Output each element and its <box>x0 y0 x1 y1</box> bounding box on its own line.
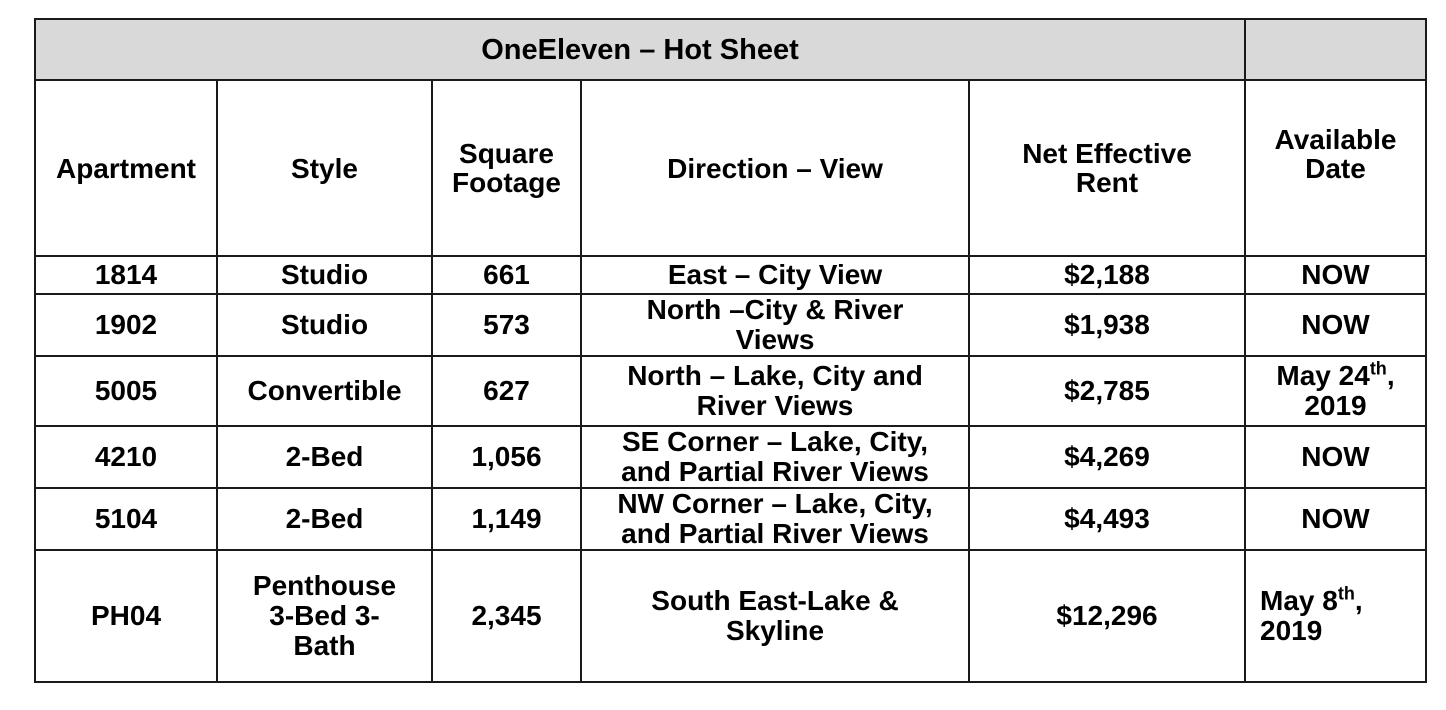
net-effective-rent-cell-text: $2,188 <box>1064 259 1150 290</box>
style-cell <box>217 294 432 356</box>
apartment-cell <box>35 256 217 294</box>
available-date-day: May 8 <box>1260 585 1338 616</box>
apartment-cell-text: 4210 <box>94 441 158 472</box>
direction-view-cell-text: North –City & River Views <box>646 294 904 355</box>
title-row <box>35 19 1426 80</box>
available-date-text <box>1250 504 1421 534</box>
direction-view-cell <box>581 294 969 356</box>
direction-view-cell-text: South East-Lake & Skyline <box>651 585 899 646</box>
direction-view-cell <box>581 256 969 294</box>
net-effective-rent-cell-text: $12,296 <box>1056 600 1158 631</box>
square-footage-cell <box>432 488 581 550</box>
net-effective-rent-cell <box>969 488 1245 550</box>
net-effective-rent-cell <box>969 294 1245 356</box>
square-footage-cell <box>432 356 581 426</box>
header-row <box>35 80 1426 256</box>
available-date-value: NOW <box>1301 309 1370 340</box>
available-date-text <box>1250 260 1421 290</box>
available-date-cell <box>1245 426 1426 488</box>
style-cell <box>217 488 432 550</box>
net-effective-rent-cell <box>969 356 1245 426</box>
header-square-footage-label: Square Footage <box>452 138 561 198</box>
style-cell-text: Studio <box>280 259 369 290</box>
style-cell-text: 2-Bed <box>285 503 364 534</box>
available-date-value: NOW <box>1301 503 1370 534</box>
square-footage-cell-text: 661 <box>483 259 530 290</box>
style-cell-text: Studio <box>280 309 369 340</box>
style-cell <box>217 426 432 488</box>
table-row <box>35 426 1426 488</box>
data-rows <box>35 256 1426 682</box>
square-footage-cell-text: 1,056 <box>471 441 542 472</box>
available-date-year: , 2019 <box>1260 585 1363 646</box>
available-date-value: NOW <box>1301 441 1370 472</box>
table-row <box>35 550 1426 682</box>
table-row <box>35 488 1426 550</box>
direction-view-cell-text: North – Lake, City and River Views <box>627 360 923 421</box>
available-date-text <box>1250 310 1421 340</box>
style-cell <box>217 256 432 294</box>
available-date-cell <box>1245 256 1426 294</box>
header-square-footage <box>432 80 581 256</box>
available-date-cell <box>1245 488 1426 550</box>
header-direction-view-label: Direction – View <box>667 152 883 184</box>
direction-view-cell <box>581 426 969 488</box>
direction-view-cell <box>581 550 969 682</box>
available-date-text <box>1261 358 1411 421</box>
apartment-cell-text: 5104 <box>94 503 158 534</box>
net-effective-rent-cell-text: $1,938 <box>1064 309 1150 340</box>
style-cell-text: Penthouse 3-Bed 3-Bath <box>252 570 397 661</box>
available-date-ordinal: th <box>1337 583 1355 604</box>
net-effective-rent-cell <box>969 550 1245 682</box>
apartment-cell-text: 1814 <box>94 259 158 290</box>
style-cell-text: 2-Bed <box>285 441 364 472</box>
net-effective-rent-cell-text: $4,269 <box>1064 441 1150 472</box>
header-net-effective-rent <box>969 80 1245 256</box>
square-footage-cell-text: 2,345 <box>471 600 542 631</box>
header-available-date <box>1245 80 1426 256</box>
header-apartment <box>35 80 217 256</box>
available-date-text <box>1260 583 1421 646</box>
style-cell <box>217 550 432 682</box>
title-blank-cell <box>1245 19 1426 80</box>
apartment-cell <box>35 426 217 488</box>
direction-view-cell <box>581 488 969 550</box>
table-row <box>35 294 1426 356</box>
square-footage-cell-text: 1,149 <box>471 503 542 534</box>
square-footage-cell <box>432 256 581 294</box>
available-date-cell <box>1245 294 1426 356</box>
table-row <box>35 256 1426 294</box>
header-direction-view <box>581 80 969 256</box>
header-apartment-label: Apartment <box>55 152 196 184</box>
table-row <box>35 356 1426 426</box>
net-effective-rent-cell-text: $4,493 <box>1064 503 1150 534</box>
apartment-cell-text: 1902 <box>94 309 158 340</box>
available-date-cell <box>1245 356 1426 426</box>
square-footage-cell-text: 627 <box>483 375 530 406</box>
apartment-cell-text: 5005 <box>94 375 158 406</box>
direction-view-cell-text: NW Corner – Lake, City, and Partial River Views <box>617 488 933 549</box>
direction-view-cell-text: East – City View <box>667 259 883 290</box>
available-date-value: NOW <box>1301 259 1370 290</box>
header-style-label: Style <box>291 152 358 184</box>
style-cell-text: Convertible <box>247 375 402 406</box>
net-effective-rent-cell <box>969 426 1245 488</box>
hot-sheet-table <box>34 18 1427 683</box>
direction-view-cell <box>581 356 969 426</box>
apartment-cell <box>35 550 217 682</box>
style-cell <box>217 356 432 426</box>
header-available-date-label: Available Date <box>1274 124 1397 184</box>
apartment-cell-text: PH04 <box>90 600 162 631</box>
apartment-cell <box>35 294 217 356</box>
available-date-year: , 2019 <box>1304 360 1395 421</box>
square-footage-cell <box>432 426 581 488</box>
direction-view-cell-text: SE Corner – Lake, City, and Partial River Views <box>621 426 929 487</box>
available-date-day: May 24 <box>1276 360 1370 391</box>
available-date-cell <box>1245 550 1426 682</box>
header-style <box>217 80 432 256</box>
sheet-title: OneEleven – Hot Sheet <box>35 19 1245 80</box>
net-effective-rent-cell <box>969 256 1245 294</box>
apartment-cell <box>35 356 217 426</box>
square-footage-cell-text: 573 <box>483 309 530 340</box>
square-footage-cell <box>432 294 581 356</box>
apartment-cell <box>35 488 217 550</box>
net-effective-rent-cell-text: $2,785 <box>1064 375 1150 406</box>
header-net-effective-rent-label: Net Effective Rent <box>1022 138 1192 198</box>
available-date-text <box>1250 442 1421 472</box>
square-footage-cell <box>432 550 581 682</box>
available-date-ordinal: th <box>1369 358 1387 379</box>
